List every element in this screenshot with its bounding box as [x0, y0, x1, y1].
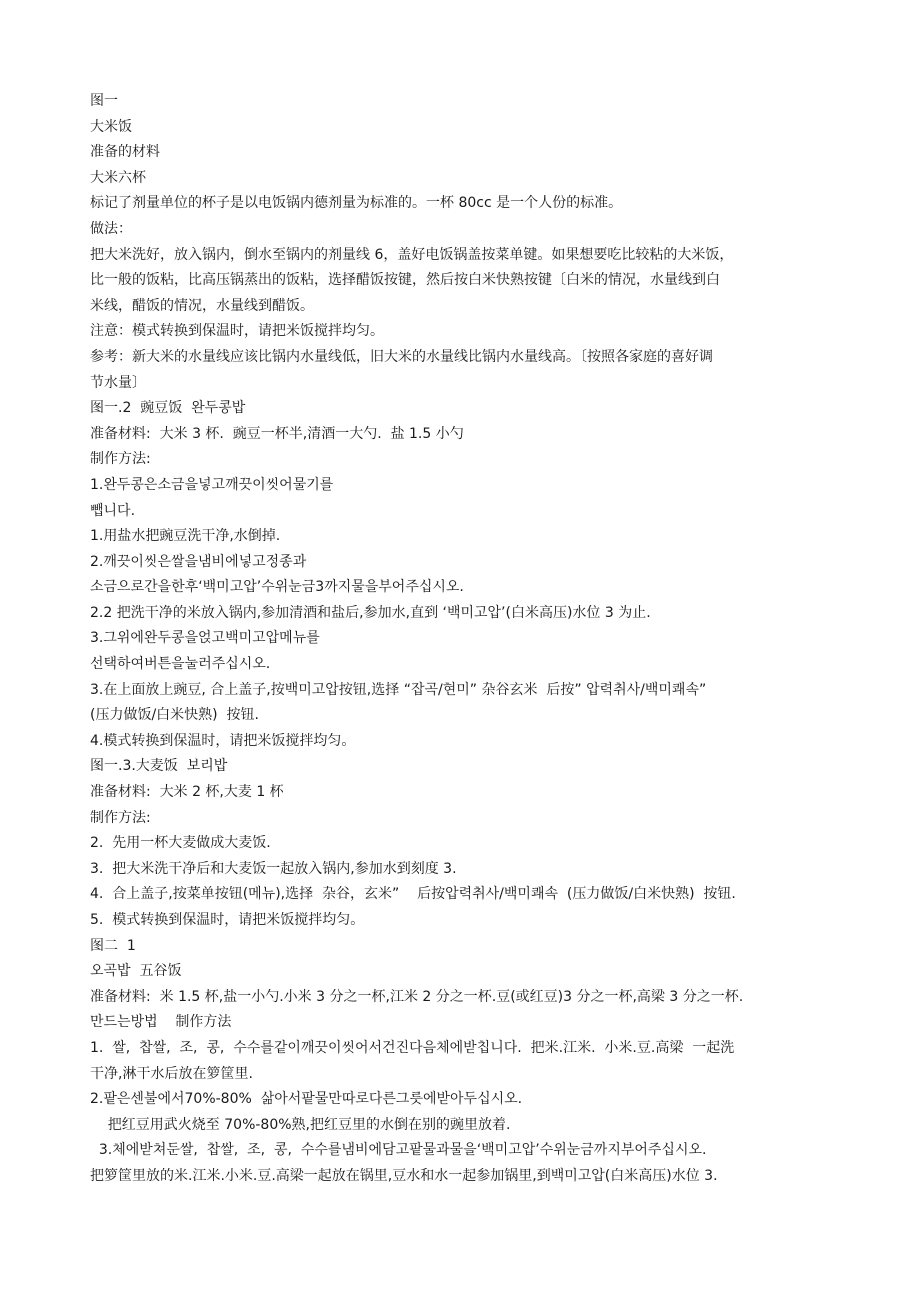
heading-figure-1-3: 图一.3.大麦饭 보리밥: [90, 758, 228, 775]
reference-line: 参考：新大米的水量线应该比锅内水量线低，旧大米的水量线比锅内水量线高。〔按照各家庭的喜好调: [90, 348, 713, 365]
recipe-title-rice: 大米饭: [90, 118, 132, 135]
step-line: 소금으로간을한후‘백미고압’수위눈금3까지물을부어주십시오.: [90, 579, 464, 596]
step-line: 선택하여버튼을눌러주십시오.: [90, 656, 271, 673]
step-line: 뺍니다.: [90, 502, 136, 519]
step-line: 5. 模式转换到保温时，请把米饭搅拌均匀。: [90, 912, 365, 928]
ingredients-line: 准备材料: 米 1.5 杯,盐一小勺.小米 3 分之一杯,江米 2 分之一杯.豆(或红豆)3 分之一杯,高梁 3 分之一杯.: [90, 988, 744, 1005]
step-line: 2.2 把洗干净的米放入锅内,参加清酒和盐后,参加水,直到 ‘백미고압’(白米高压)水位 3 为止.: [90, 604, 651, 621]
recipe-title-five-grain: 오곡밥 五谷饭: [90, 963, 182, 980]
step-line: (压力做饭/白米快熟) 按钮.: [90, 707, 259, 724]
paragraph-line: 比一般的饭粘，比高压锅蒸出的饭粘，选择醋饭按键，然后按白米快熟按键〔白米的情况，水量线到白: [90, 272, 720, 289]
step-line: 1.완두콩은소금을넣고깨끗이씻어물기를: [90, 476, 334, 493]
step-line: 1. 쌀, 찹쌀, 조, 콩, 수수를같이깨끗이씻어서건진다음체에받칩니다. 把米.江米. 小米.豆.高梁 一起洗: [90, 1039, 735, 1056]
ingredients-line: 准备材料: 大米 3 杯. 豌豆一杯半,清酒一大勺. 盐 1.5 小勺: [90, 425, 464, 442]
step-line: 3.그위에완두콩을얹고백미고압메뉴를: [90, 630, 320, 647]
method-heading: 制作方法:: [90, 809, 151, 826]
step-line: 4.模式转换到保温时，请把米饭搅拌均匀。: [90, 732, 356, 749]
ingredients-heading: 准备的材料: [90, 144, 160, 161]
method-heading: 만드는방법 制作方法: [90, 1014, 232, 1031]
method-heading: 做法：: [90, 220, 132, 237]
method-heading: 制作方法:: [90, 451, 151, 468]
reference-line: 节水量〕: [90, 374, 146, 391]
heading-figure-1-2: 图一.2 豌豆饭 완두콩밥: [90, 400, 246, 417]
step-line: 1.用盐水把豌豆洗干净,水倒掉.: [90, 528, 281, 545]
ingredients-line: 准备材料: 大米 2 杯,大麦 1 杯: [90, 784, 284, 801]
step-line: 把箩筐里放的米.江米.小米.豆.高梁一起放在锅里,豆水和水一起参加锅里,到백미고압(白米高压)水位 3.: [90, 1167, 718, 1184]
step-line: 3.체에받쳐둔쌀, 찹쌀, 조, 콩, 수수를냄비에담고팥물과물을‘백미고압’수위눈금까지부어주십시오.: [90, 1142, 707, 1159]
recipe-text-block: [90, 89, 850, 1190]
heading-figure-2-1: 图二 1: [90, 937, 136, 954]
paragraph-line: 把大米洗好，放入锅内，倒水至锅内的剂量线 6，盖好电饭锅盖按菜单键。如果想要吃比较粘的大米饭，: [90, 246, 734, 263]
step-line: 2.팥은센불에서70%-80% 삶아서팥물만따로다른그릇에받아두십시오.: [90, 1091, 523, 1108]
ingredients-line: 大米六杯: [90, 169, 146, 186]
paragraph-line: 标记了剂量单位的杯子是以电饭锅内德剂量为标准的。一杯 80cc 是一个人份的标准。: [90, 195, 623, 212]
note-line: 注意：模式转换到保温时，请把米饭搅拌均匀。: [90, 323, 384, 340]
step-line: 3. 把大米洗干净后和大麦饭一起放入锅内,参加水到刻度 3.: [90, 860, 457, 877]
step-line: 2. 先用一杯大麦做成大麦饭.: [90, 835, 271, 852]
step-line: 3.在上面放上豌豆, 合上盖子,按백미고압按钮,选择 “잡곡/현미” 杂谷玄米 后按” 압력취사/백미쾌속”: [90, 681, 707, 698]
step-line: 2.깨끗이씻은쌀을냄비에넣고정종과: [90, 553, 307, 570]
step-line: 干净,淋干水后放在箩筐里.: [90, 1065, 253, 1082]
paragraph-line: 米线，醋饭的情况，水量线到醋饭。: [90, 297, 314, 314]
step-line: 把红豆用武火烧至 70%-80%熟,把红豆里的水倒在别的豌里放着.: [90, 1116, 511, 1133]
step-line: 4. 合上盖子,按菜单按钮(메뉴),选择 杂谷，玄米” 后按압력취사/백미쾌속 (压力做饭/白米快熟) 按钮.: [90, 886, 736, 903]
heading-figure-1: 图一: [90, 93, 118, 109]
